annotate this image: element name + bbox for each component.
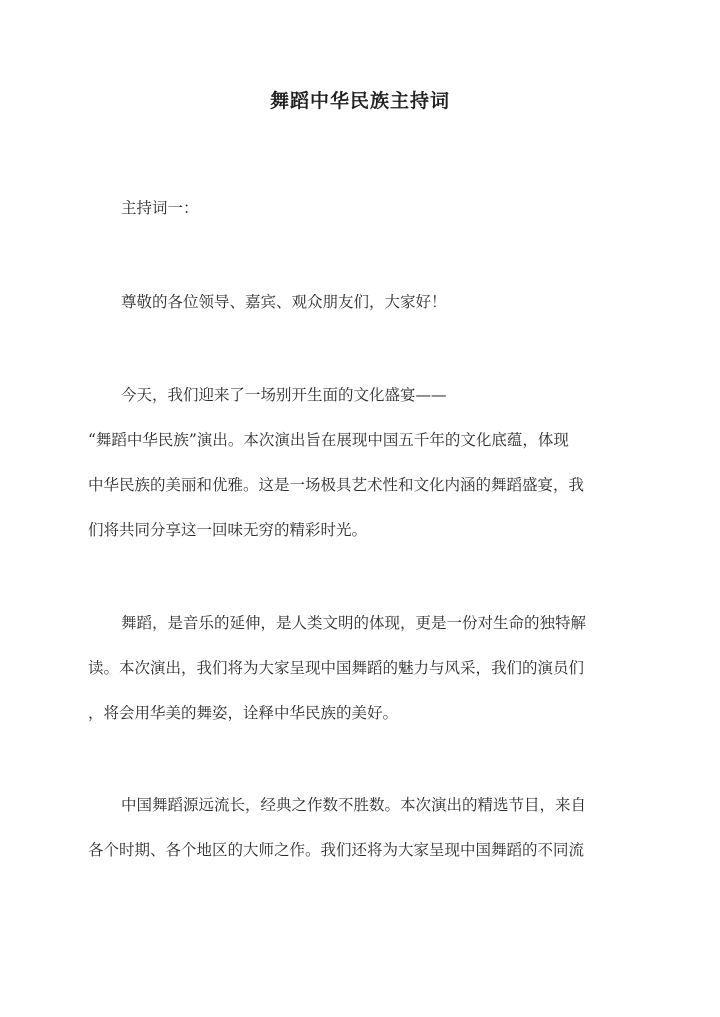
document-title: 舞蹈中华民族主持词 (269, 90, 450, 112)
paragraph-host-intro (88, 186, 636, 231)
paragraph-line: 今天，我们迎来了一场别开生面的文化盛宴—— (121, 386, 447, 404)
paragraph-line: ，将会用华美的舞姿，诠释中华民族的美好。 (88, 704, 399, 722)
paragraph-greeting (88, 280, 636, 325)
paragraph-event-intro (88, 373, 636, 553)
paragraph-line: 中国舞蹈源远流长，经典之作数不胜数。本次演出的精选节目，来自 (121, 796, 587, 814)
paragraph-line: 主持词一： (121, 199, 199, 217)
paragraph-line: 们将共同分享这一回味无穷的精彩时光。 (88, 521, 368, 539)
paragraph-line: 读。本次演出，我们将为大家呈现中国舞蹈的魅力与风采，我们的演员们 (88, 659, 585, 677)
paragraph-line: 中华民族的美丽和优雅。这是一场极具艺术性和文化内涵的舞蹈盛宴，我 (88, 476, 585, 494)
paragraph-dance-history (88, 783, 636, 873)
paragraph-line: 各个时期、各个地区的大师之作。我们还将为大家呈现中国舞蹈的不同流 (88, 841, 585, 859)
paragraph-line: “舞蹈中华民族”演出。本次演出旨在展现中国五千年的文化底蕴，体现 (88, 431, 569, 449)
paragraph-line: 尊敬的各位领导、嘉宾、观众朋友们，大家好！ (121, 293, 447, 311)
paragraph-line: 舞蹈，是音乐的延伸，是人类文明的体现，更是一份对生命的独特解 (121, 614, 587, 632)
paragraph-dance-meaning (88, 601, 636, 736)
